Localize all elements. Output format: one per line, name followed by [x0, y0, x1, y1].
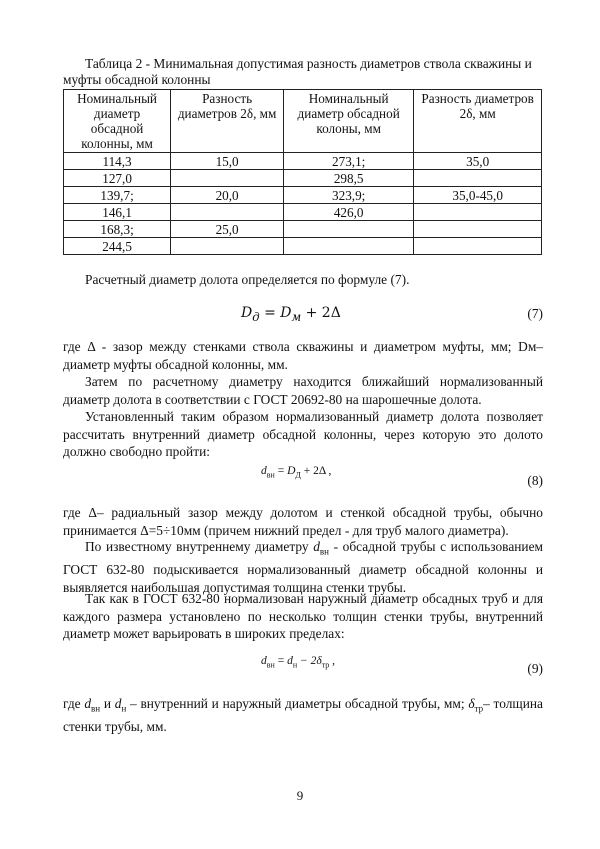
formula-8-lhs-sub: вн: [266, 470, 275, 480]
para9-var-dn-sub: н: [121, 703, 127, 714]
formula-7-rest: + 2Δ: [301, 305, 341, 321]
table-body: [64, 153, 542, 255]
para-after-formula8: где Δ– радиальный зазор между долотом и стенкой обсадной трубы, обычно принимается Δ=5÷10мм (причем нижний предел - для труб малого диаметра).: [63, 505, 543, 538]
formula-7-number: (7): [527, 306, 543, 321]
header-nominal-diameter-1: Номинальный диаметр обсадной колонны, мм: [64, 90, 171, 153]
table-cell: [171, 204, 284, 221]
formula-9-eq: =: [274, 655, 288, 667]
table-cell: 168,3;: [64, 221, 171, 238]
formula-7-expression: [241, 305, 341, 324]
formula-8-rest: + 2Δ ,: [300, 465, 332, 477]
formula-9: [63, 655, 543, 677]
diameter-difference-table: [63, 89, 542, 255]
formula7-intro: Расчетный диаметр долота определяется по формуле (7).: [85, 272, 410, 287]
para-gost: Так как в ГОСТ 632-80 нормализован наружный диаметр обсадных труб и для каждого размера установлено по несколько толщин стенки трубы, внутренний диаметр может варьировать в широких пределах:: [63, 591, 543, 641]
formula-9-rest-sub: тр: [321, 660, 330, 670]
formula-8-expression: [261, 465, 331, 479]
para9-mid1: и: [100, 696, 115, 711]
para-select-bit: Затем по расчетному диаметру находится ближайший нормализованный диаметр долота в соответствии с ГОСТ 20692-80 на шарошечные долота.: [63, 374, 543, 407]
para9-var-dn: d: [114, 696, 122, 711]
formula-9-lhs: d: [261, 655, 267, 667]
formula-7-term: D: [280, 305, 292, 321]
header-nominal-diameter-2: Номинальный диаметр обсадной колоны, мм: [284, 90, 414, 153]
formula-8-term: D: [287, 465, 296, 477]
formula-9-tail: ,: [329, 655, 336, 667]
table-cell: 244,5: [64, 238, 171, 255]
formula-7: [63, 305, 543, 325]
table-cell: 20,0: [171, 187, 284, 204]
para9-var-delta: δ: [468, 696, 475, 711]
formula-8-lhs: d: [261, 465, 267, 477]
table-cell: 35,0: [414, 153, 542, 170]
para-known-diameter: [63, 538, 543, 596]
table-row: [64, 204, 542, 221]
table-cell: 426,0: [284, 204, 414, 221]
table-cell: [414, 204, 542, 221]
table-cell: 114,3: [64, 153, 171, 170]
table-cell: [414, 170, 542, 187]
formula-7-lhs-sub: д: [252, 309, 260, 324]
para-known-sub: вн: [319, 546, 329, 557]
para9-var-dvn-sub: вн: [91, 703, 101, 714]
table-cell: [414, 221, 542, 238]
formula-8-term-sub: Д: [295, 470, 301, 480]
table-cell: [171, 170, 284, 187]
table-cell: 146,1: [64, 204, 171, 221]
table-row: [64, 221, 542, 238]
table-cell: 127,0: [64, 170, 171, 187]
table-cell: 323,9;: [284, 187, 414, 204]
table-cell: [284, 238, 414, 255]
table-header-row: [64, 90, 542, 153]
page-number: 9: [296, 788, 304, 803]
formula-9-term-sub: н: [292, 660, 298, 670]
formula-9-expression: [261, 655, 335, 669]
formula-8: [63, 465, 543, 487]
table-row: [64, 187, 542, 204]
formula-9-rest: − 2δ: [297, 655, 322, 667]
table-row: [64, 153, 542, 170]
formula-8-eq: =: [274, 465, 288, 477]
table-cell: 25,0: [171, 221, 284, 238]
para-known-var: d: [313, 539, 320, 554]
formula-8-number: (8): [527, 473, 543, 488]
para9-end: – толщина стенки трубы, мм.: [63, 696, 543, 735]
para9-var-dvn: d: [84, 696, 92, 711]
formula-9-term: d: [287, 655, 293, 667]
table-caption: Таблица 2 - Минимальная допустимая разность диаметров ствола скважины и муфты обсадной колонны: [63, 56, 532, 87]
table-row: [64, 238, 542, 255]
formula-7-lhs: D: [241, 305, 253, 321]
para-after-formula9: [63, 695, 543, 736]
para9-var-delta-sub: тр: [474, 703, 484, 714]
para-established: Установленный таким образом нормализованный диаметр долота позволяет рассчитать внутренний диаметр обсадной колонны, через которую это долото должно свободно пройти:: [63, 409, 543, 459]
table-cell: [171, 238, 284, 255]
table-cell: 139,7;: [64, 187, 171, 204]
formula-7-term-sub: м: [291, 309, 302, 324]
para-known-text-b: - обсадной трубы с использованием ГОСТ 632-80 подыскивается нормализованный диаметр обсадной колонны и выявляется наибольшая допустимая толщина стенки трубы.: [63, 539, 544, 595]
formula-9-lhs-sub: вн: [266, 660, 275, 670]
para-after-formula7: где Δ - зазор между стенками ствола скважины и диаметром муфты, мм; Dм– диаметр муфты обсадной колонны, мм.: [63, 339, 543, 372]
para-known-text-a: По известному внутреннему диаметру: [85, 539, 314, 554]
table-row: [64, 170, 542, 187]
formula-7-eq: =: [259, 305, 281, 321]
header-diameter-difference-1: Разность диаметров 2δ, мм: [171, 90, 284, 153]
para9-pre: где: [63, 696, 85, 711]
header-diameter-difference-2: Разность диаметров 2δ, мм: [414, 90, 542, 153]
table-cell: [414, 238, 542, 255]
table-cell: [284, 221, 414, 238]
formula-9-number: (9): [527, 661, 543, 676]
table-cell: 298,5: [284, 170, 414, 187]
table-cell: 273,1;: [284, 153, 414, 170]
table-cell: 15,0: [171, 153, 284, 170]
para9-mid2: – внутренний и наружный диаметры обсадной трубы, мм;: [126, 696, 469, 711]
table-cell: 35,0-45,0: [414, 187, 542, 204]
